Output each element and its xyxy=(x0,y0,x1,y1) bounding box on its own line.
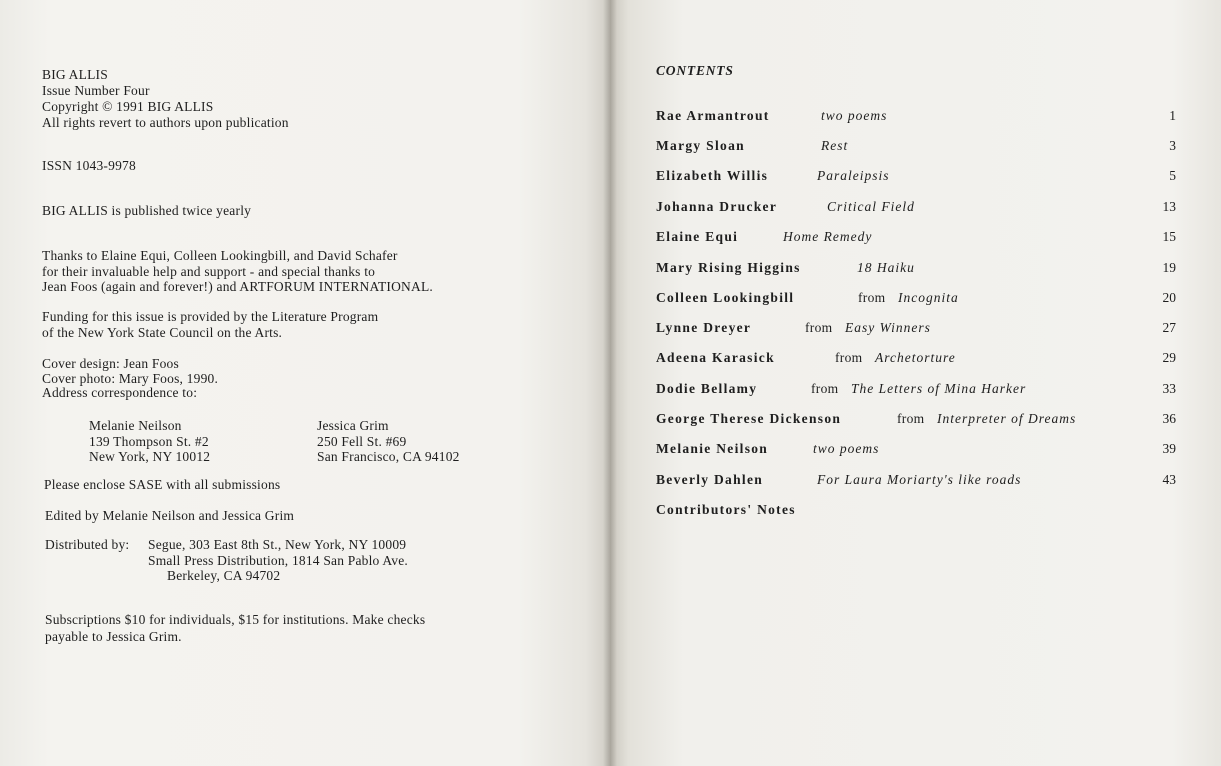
subscriptions xyxy=(45,612,425,645)
toc-work-title: Home Remedy xyxy=(783,229,873,244)
toc-page-number: 5 xyxy=(1169,168,1176,183)
toc-author: Colleen Lookingbill xyxy=(656,290,795,305)
toc-page-number: 43 xyxy=(1162,472,1176,487)
acknowledgements xyxy=(42,248,433,295)
toc-author: Adeena Karasick xyxy=(656,350,775,365)
funding-note xyxy=(42,309,378,340)
cover-photo: Cover photo: Mary Foos, 1990. xyxy=(42,370,219,386)
distributed-label: Distributed by: xyxy=(45,537,130,552)
toc-entry xyxy=(656,501,1176,519)
funding-line: of the New York State Council on the Arts. xyxy=(42,324,283,340)
toc-entry xyxy=(656,259,1176,277)
toc-from-label: from xyxy=(811,381,839,396)
distributor-line: Berkeley, CA 94702 xyxy=(167,568,281,583)
toc-page-number: 39 xyxy=(1162,441,1176,456)
toc-work-title: two poems xyxy=(821,108,888,123)
acknowledgements-line: Thanks to Elaine Equi, Colleen Lookingbill, and David Schafer xyxy=(42,248,398,263)
toc-work-title: two poems xyxy=(813,441,880,456)
toc-work-title: 18 Haiku xyxy=(857,260,915,275)
toc-author: Rae Armantrout xyxy=(656,108,770,123)
editors: Edited by Melanie Neilson and Jessica Grim xyxy=(45,508,295,523)
address-line: Melanie Neilson xyxy=(89,418,182,433)
toc-work-title: Critical Field xyxy=(827,199,915,214)
acknowledgements-line: Jean Foos (again and forever!) and ARTFORUM INTERNATIONAL. xyxy=(42,279,433,294)
toc-author: Elaine Equi xyxy=(656,229,739,244)
toc-from-label: from xyxy=(835,350,863,365)
toc-entry xyxy=(656,380,1176,398)
sase-note: Please enclose SASE with all submissions xyxy=(44,477,281,492)
book-spine xyxy=(603,0,617,766)
toc-entry xyxy=(656,167,1176,185)
toc-from-label: from xyxy=(805,320,833,335)
toc-work-title: Easy Winners xyxy=(845,320,931,335)
acknowledgements-line: for their invaluable help and support - and special thanks to xyxy=(42,263,376,279)
masthead-issue: Issue Number Four xyxy=(42,83,150,98)
toc-entry xyxy=(656,349,1176,367)
subscriptions-line: payable to Jessica Grim. xyxy=(45,628,182,644)
address-line: San Francisco, CA 94102 xyxy=(317,449,460,464)
toc-author: Contributors' Notes xyxy=(656,502,796,517)
cover-design: Cover design: Jean Foos xyxy=(42,356,179,371)
toc-work-title: Rest xyxy=(821,138,849,153)
masthead-copyright: Copyright © 1991 BIG ALLIS xyxy=(42,99,214,114)
address-line: Jessica Grim xyxy=(317,418,389,433)
toc-page-number: 20 xyxy=(1162,290,1176,305)
distributor-line: Segue, 303 East 8th St., New York, NY 10009 xyxy=(148,537,407,552)
toc-from-label: from xyxy=(897,411,925,426)
toc-entry xyxy=(656,228,1176,246)
toc-author: Lynne Dreyer xyxy=(656,320,752,335)
toc-author: Melanie Neilson xyxy=(656,441,769,456)
toc-author: Dodie Bellamy xyxy=(656,381,758,396)
toc-entry xyxy=(656,137,1176,155)
address-line: New York, NY 10012 xyxy=(89,449,211,464)
masthead xyxy=(42,67,289,131)
toc-entry xyxy=(656,107,1176,125)
publication-frequency: BIG ALLIS is published twice yearly xyxy=(42,203,252,218)
toc-page-number: 3 xyxy=(1169,138,1176,153)
toc-author: George Therese Dickenson xyxy=(656,411,842,426)
toc-page-number: 29 xyxy=(1162,350,1176,365)
toc-entry xyxy=(656,410,1176,428)
distributors xyxy=(148,537,408,584)
issn: ISSN 1043-9978 xyxy=(42,158,136,173)
address-line: 250 Fell St. #69 xyxy=(317,433,407,449)
toc-entry xyxy=(656,471,1176,489)
toc-work-title: Archetorture xyxy=(875,350,956,365)
toc-entry xyxy=(656,198,1176,216)
address-grim xyxy=(317,418,460,465)
toc-author: Johanna Drucker xyxy=(656,199,778,214)
masthead-rights: All rights revert to authors upon publication xyxy=(42,115,289,130)
toc-from-label: from xyxy=(858,290,886,305)
subscriptions-line: Subscriptions $10 for individuals, $15 for institutions. Make checks xyxy=(45,612,426,627)
contents-heading: CONTENTS xyxy=(656,63,734,78)
toc-page-number: 19 xyxy=(1162,260,1176,275)
distributor-line: Small Press Distribution, 1814 San Pablo Ave. xyxy=(148,552,409,568)
toc-author: Elizabeth Willis xyxy=(656,168,769,183)
toc-page-number: 13 xyxy=(1162,199,1176,214)
toc-work-title: For Laura Moriarty's like roads xyxy=(817,472,1022,487)
toc-author: Margy Sloan xyxy=(656,138,745,153)
toc-author: Mary Rising Higgins xyxy=(656,260,801,275)
toc-entry xyxy=(656,319,1176,337)
toc-entry xyxy=(656,440,1176,458)
address-line: 139 Thompson St. #2 xyxy=(89,433,209,449)
toc-work-title: Incognita xyxy=(898,290,959,305)
toc-work-title: Paraleipsis xyxy=(817,168,890,183)
toc-page-number: 27 xyxy=(1162,320,1176,335)
toc-work-title: Interpreter of Dreams xyxy=(937,411,1077,426)
cover-credits xyxy=(42,357,218,401)
toc-entry xyxy=(656,289,1176,307)
toc-author: Beverly Dahlen xyxy=(656,472,764,487)
correspondence-label: Address correspondence to: xyxy=(42,385,198,400)
toc-page-number: 1 xyxy=(1169,108,1176,123)
toc-page-number: 33 xyxy=(1162,381,1176,396)
address-neilson xyxy=(89,418,210,465)
masthead-title: BIG ALLIS xyxy=(42,67,108,82)
funding-line: Funding for this issue is provided by the Literature Program xyxy=(42,309,379,324)
toc-page-number: 36 xyxy=(1162,411,1176,426)
toc-work-title: The Letters of Mina Harker xyxy=(851,381,1027,396)
toc-page-number: 15 xyxy=(1162,229,1176,244)
